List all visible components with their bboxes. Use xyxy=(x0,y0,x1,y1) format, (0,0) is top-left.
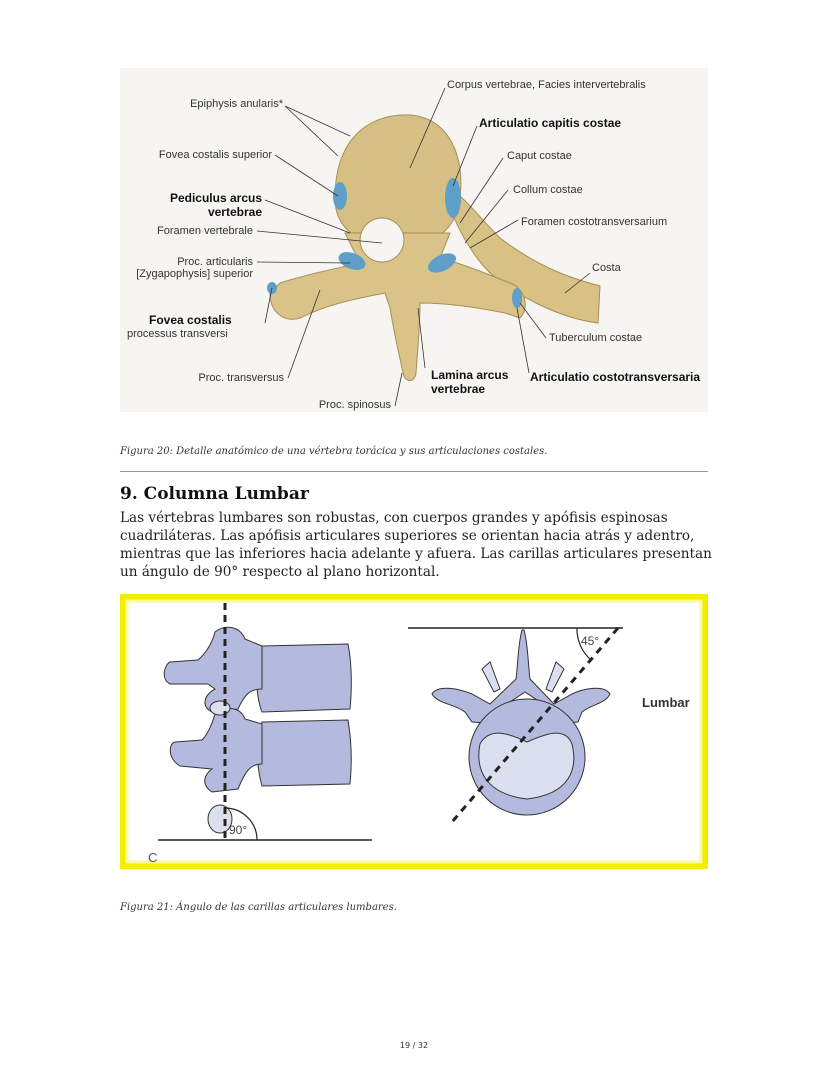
label-foramen-costotransversarium: Foramen costotransversarium xyxy=(521,216,668,228)
label-foramen-vertebrale: Foramen vertebrale xyxy=(157,225,253,237)
page-number: 19 / 32 xyxy=(399,1041,429,1050)
label-line: vertebrae xyxy=(431,382,486,396)
label-articulatio-capitis-costae: Articulatio capitis costae xyxy=(479,116,622,130)
label-fovea-costalis-processus-transversi xyxy=(127,314,232,341)
label-articulatio-costotransversaria: Articulatio costotransversaria xyxy=(530,370,701,384)
label-caput-costae: Caput costae xyxy=(507,150,572,162)
label-proc-transversus: Proc. transversus xyxy=(198,372,284,384)
section-paragraph: Las vértebras lumbares son robustas, con cuerpos grandes y apófisis espinosas cuadriláteras. Las apófisis articulares superiores se orientan hacia atrás y adentro, mientras que las inferiores hacia adelante y afuera. Las carillas articulares presentan un ángulo de 90° respecto al plano horizontal. xyxy=(120,510,712,580)
label-epiphysis-anularis: Epiphysis anularis* xyxy=(190,98,283,110)
label-lamina-arcus-vertebrae xyxy=(431,368,508,396)
label-fovea-costalis-superior: Fovea costalis superior xyxy=(158,149,272,161)
divider xyxy=(120,471,708,472)
figure-21-lumbar-facet-angles xyxy=(120,594,708,869)
lumbar-facet-illustration xyxy=(120,594,708,869)
figure-21-caption: Figura 21: Ángulo de las carillas articulares lumbares. xyxy=(120,902,397,913)
label-line: processus transversi xyxy=(127,328,228,340)
label-pediculus-arcus-vertebrae xyxy=(170,191,262,219)
label-tuberculum-costae: Tuberculum costae xyxy=(549,332,643,344)
section-heading: 9. Columna Lumbar xyxy=(120,484,309,504)
angle-45-label: 45° xyxy=(581,634,600,648)
region-label: Lumbar xyxy=(642,695,690,710)
label-line: vertebrae xyxy=(207,205,262,219)
label-corpus-vertebrae: Corpus vertebrae, Facies intervertebralis xyxy=(447,79,646,91)
label-collum-costae: Collum costae xyxy=(513,184,583,196)
angle-90-label: 90° xyxy=(229,823,248,837)
panel-letter: C xyxy=(148,850,158,865)
label-line: Proc. articularis xyxy=(177,256,253,268)
label-line: Pediculus arcus xyxy=(169,191,262,205)
label-line: [Zygapophysis] superior xyxy=(136,268,253,280)
figure-20-caption: Figura 20: Detalle anatómico de una vértebra torácica y sus articulaciones costales. xyxy=(120,446,548,457)
figure-20-thoracic-vertebra xyxy=(120,68,708,412)
label-proc-articularis-superior xyxy=(136,256,253,280)
label-proc-spinosus: Proc. spinosus xyxy=(318,399,391,411)
label-line: Fovea costalis xyxy=(149,313,232,327)
label-costa: Costa xyxy=(592,262,621,274)
label-line: Lamina arcus xyxy=(431,368,509,382)
